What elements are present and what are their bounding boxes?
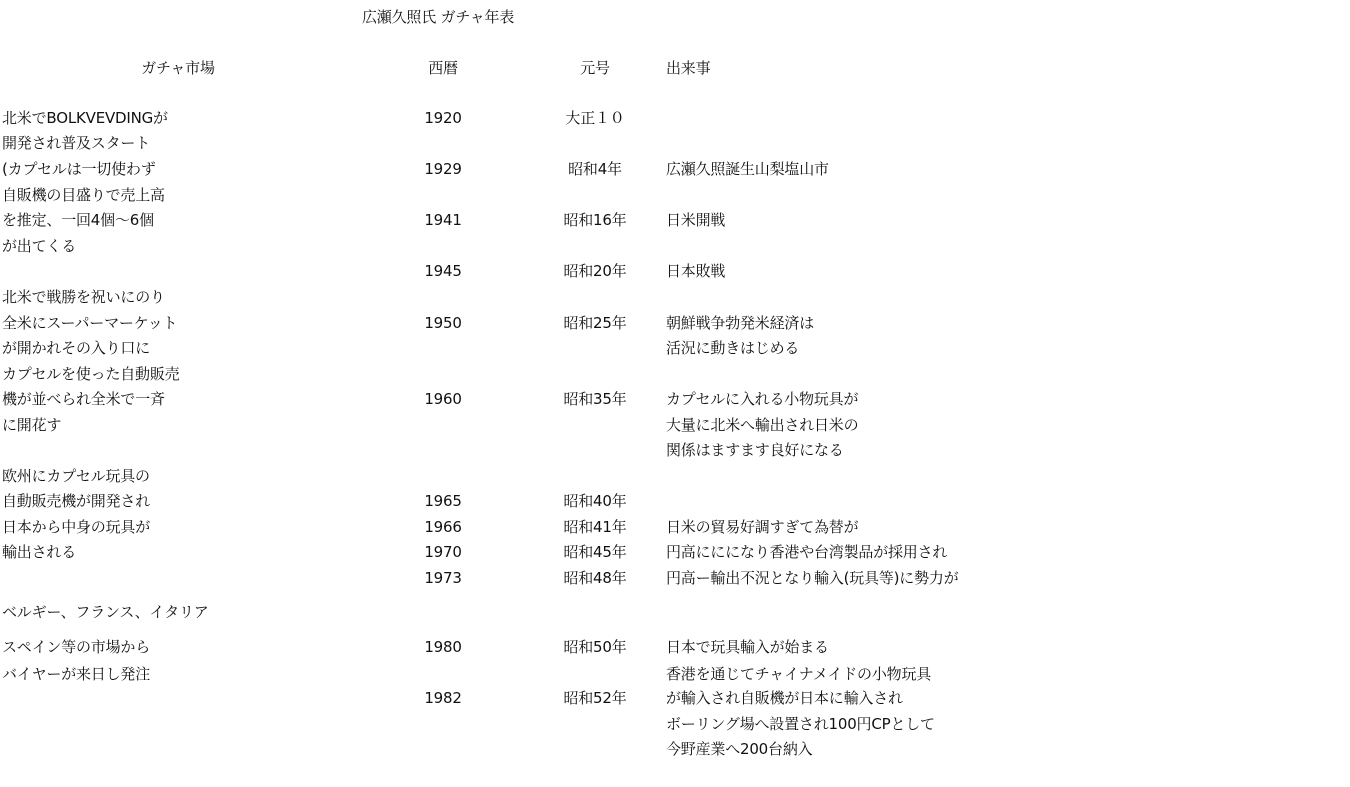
year-cell: 1970 bbox=[424, 543, 462, 561]
market-cell: 欧州にカプセル玩具の bbox=[2, 467, 150, 485]
column-header-event: 出来事 bbox=[666, 59, 711, 77]
era-cell: 昭和35年 bbox=[563, 390, 627, 408]
market-cell: が開かれその入り口に bbox=[2, 339, 151, 357]
era-cell: 昭和41年 bbox=[563, 518, 627, 536]
era-cell: 昭和20年 bbox=[563, 262, 627, 280]
era-cell: 昭和4年 bbox=[568, 160, 622, 178]
event-cell: ボーリング場へ設置され100円CPとして bbox=[666, 715, 935, 733]
event-cell: 日米の貿易好調すぎて為替が bbox=[666, 518, 859, 536]
market-cell: 北米で戦勝を祝いにのり bbox=[2, 288, 165, 306]
event-cell: 今野産業へ200台納入 bbox=[666, 740, 813, 758]
event-cell: 香港を通じてチャイナメイドの小物玩具 bbox=[666, 665, 932, 683]
market-cell: 自動販売機が開発され bbox=[2, 492, 151, 510]
market-cell: に開花す bbox=[2, 416, 62, 434]
era-cell: 昭和16年 bbox=[563, 211, 627, 229]
event-cell: 日本で玩具輸入が始まる bbox=[666, 638, 829, 656]
event-cell: 円高ー輸出不況となり輸入(玩具等)に勢力が bbox=[666, 569, 959, 587]
market-cell: 自販機の目盛りで売上高 bbox=[2, 186, 165, 204]
year-cell: 1920 bbox=[424, 109, 462, 127]
era-cell: 大正１０ bbox=[565, 109, 625, 127]
year-cell: 1950 bbox=[424, 314, 462, 332]
year-cell: 1929 bbox=[424, 160, 462, 178]
era-cell: 昭和52年 bbox=[563, 689, 627, 707]
event-cell: 関係はますます良好になる bbox=[666, 441, 844, 459]
era-cell: 昭和25年 bbox=[563, 314, 627, 332]
event-cell: 日米開戦 bbox=[666, 211, 726, 229]
market-cell: ベルギー、フランス、イタリア bbox=[2, 603, 209, 621]
market-cell: 全米にスーパーマーケット bbox=[2, 314, 178, 332]
event-cell: カプセルに入れる小物玩具が bbox=[666, 390, 859, 408]
event-cell: 広瀬久照誕生山梨塩山市 bbox=[666, 160, 829, 178]
market-cell: が出てくる bbox=[2, 237, 77, 255]
market-cell: スペイン等の市場から bbox=[2, 638, 151, 656]
year-cell: 1980 bbox=[424, 638, 462, 656]
year-cell: 1965 bbox=[424, 492, 462, 510]
event-cell: が輸入され自販機が日本に輸入され bbox=[666, 689, 903, 707]
market-cell: 開発され普及スタート bbox=[2, 134, 151, 152]
market-cell: 北米でBOLKVEVDINGが bbox=[2, 109, 168, 127]
market-cell: を推定、一回4個～6個 bbox=[2, 211, 154, 229]
event-cell: 円高ににになり香港や台湾製品が採用され bbox=[666, 543, 948, 561]
column-header-market: ガチャ市場 bbox=[141, 59, 215, 77]
year-cell: 1982 bbox=[424, 689, 462, 707]
event-cell: 日本敗戦 bbox=[666, 262, 726, 280]
market-cell: カプセルを使った自動販売 bbox=[2, 365, 180, 383]
event-cell: 活況に動きはじめる bbox=[666, 339, 800, 357]
event-cell: 大量に北米へ輸出され日米の bbox=[666, 416, 859, 434]
era-cell: 昭和45年 bbox=[563, 543, 627, 561]
market-cell: 機が並べられ全米で一斉 bbox=[2, 390, 165, 408]
market-cell: 日本から中身の玩具が bbox=[2, 518, 151, 536]
year-cell: 1941 bbox=[424, 211, 462, 229]
market-cell: (カプセルは一切使わず bbox=[2, 160, 156, 178]
era-cell: 昭和40年 bbox=[563, 492, 627, 510]
market-cell: バイヤーが来日し発注 bbox=[2, 665, 151, 683]
era-cell: 昭和48年 bbox=[563, 569, 627, 587]
market-cell: 輸出される bbox=[2, 543, 77, 561]
event-cell: 朝鮮戦争勃発米経済は bbox=[666, 314, 815, 332]
year-cell: 1960 bbox=[424, 390, 462, 408]
era-cell: 昭和50年 bbox=[563, 638, 627, 656]
column-header-year: 西暦 bbox=[428, 59, 458, 77]
year-cell: 1973 bbox=[424, 569, 462, 587]
year-cell: 1945 bbox=[424, 262, 462, 280]
year-cell: 1966 bbox=[424, 518, 462, 536]
column-header-era: 元号 bbox=[580, 59, 610, 77]
sheet-title: 広瀬久照氏 ガチャ年表 bbox=[362, 8, 515, 26]
